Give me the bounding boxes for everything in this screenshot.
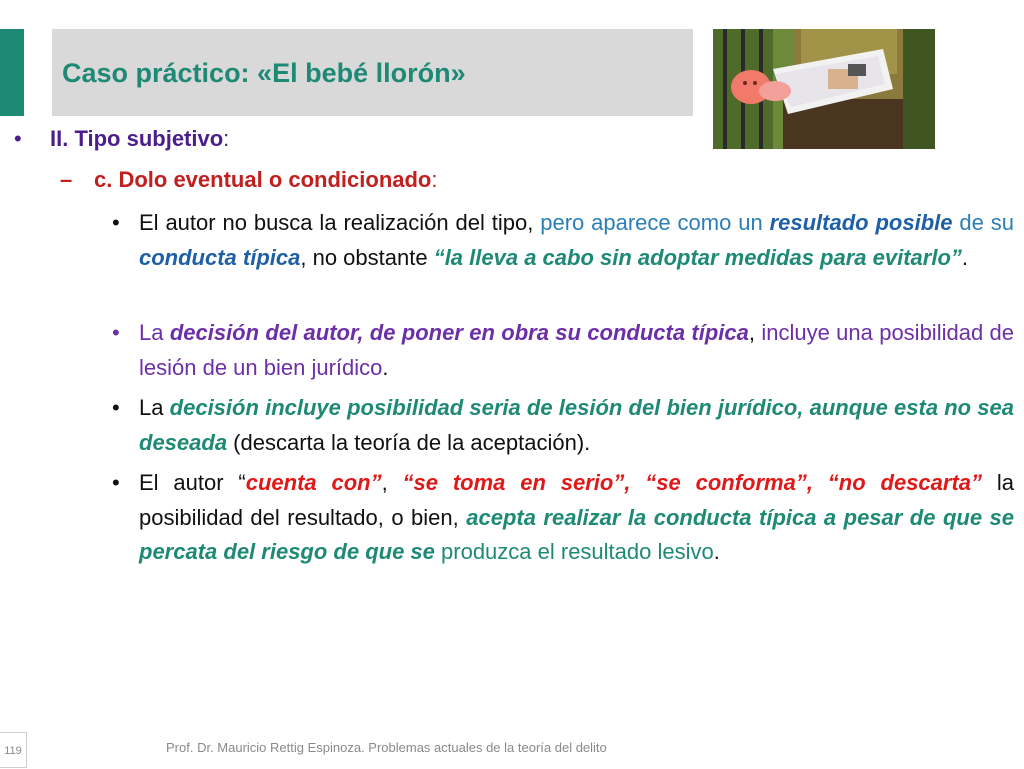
text-segment: . <box>713 539 720 564</box>
bullet: • <box>112 210 120 235</box>
bullet: • <box>112 470 120 495</box>
bullet-item-4 <box>112 466 1015 570</box>
text-segment-emphasis: decisión incluye posibilidad seria de lesión del bien jurídico, aunque esta no sea deseada <box>139 395 1014 455</box>
slide-footer: Prof. Dr. Mauricio Rettig Espinoza. Problemas actuales de la teoría del delito <box>166 740 607 755</box>
bullet-item-2 <box>112 316 1014 385</box>
text-segment: la posibilidad del resultado, o bien, <box>139 470 1014 530</box>
level2-text: c. Dolo eventual o condicionado <box>94 167 432 192</box>
text-segment: El autor no busca la realización del tipo, <box>139 210 541 235</box>
level1-colon: : <box>223 126 230 151</box>
text-segment-emphasis: decisión del autor, de poner en obra su conducta típica <box>169 320 749 345</box>
text-segment: , <box>748 320 762 345</box>
text-segment: . <box>382 354 389 380</box>
text-segment: , no obstante <box>300 244 434 270</box>
text-segment-emphasis: conducta típica <box>139 244 301 270</box>
text-segment: , <box>381 470 403 495</box>
bullet-item-3 <box>112 391 1014 460</box>
text-segment-emphasis: cuenta con” <box>245 470 382 495</box>
page-number: 119 <box>0 732 27 768</box>
text-segment: . <box>961 244 969 270</box>
bullet: • <box>112 395 120 420</box>
level1-text: II. Tipo subjetivo <box>50 126 224 151</box>
level2-colon: : <box>431 167 438 192</box>
text-segment: pero aparece como un <box>540 210 770 235</box>
text-segment-emphasis: acepta realizar la conducta típica a pesar de que se percata del riesgo de que se <box>139 504 1015 564</box>
text-segment: de su <box>952 210 1014 235</box>
bullet: • <box>112 320 120 345</box>
text-segment: (descarta la teoría de la aceptación). <box>227 429 591 455</box>
text-segment-emphasis: “se toma en serio”, “se conforma”, “no descarta” <box>402 470 983 495</box>
text-segment-emphasis: “la lleva a cabo sin adoptar medidas para evitarlo” <box>433 244 962 270</box>
text-segment: El autor “ <box>139 470 246 495</box>
text-segment: incluye una posibilidad de lesión de un bien jurídico <box>139 320 1014 380</box>
text-segment: La <box>139 320 170 345</box>
text-segment: produzca el resultado lesivo <box>434 539 714 564</box>
slide-title: Caso práctico: «El bebé llorón» <box>62 58 466 88</box>
dash: – <box>60 167 73 192</box>
bullet-item-1 <box>112 206 1014 275</box>
bullet: • <box>14 126 22 151</box>
text-segment-emphasis: resultado posible <box>769 210 953 235</box>
text-segment: La <box>139 395 170 420</box>
